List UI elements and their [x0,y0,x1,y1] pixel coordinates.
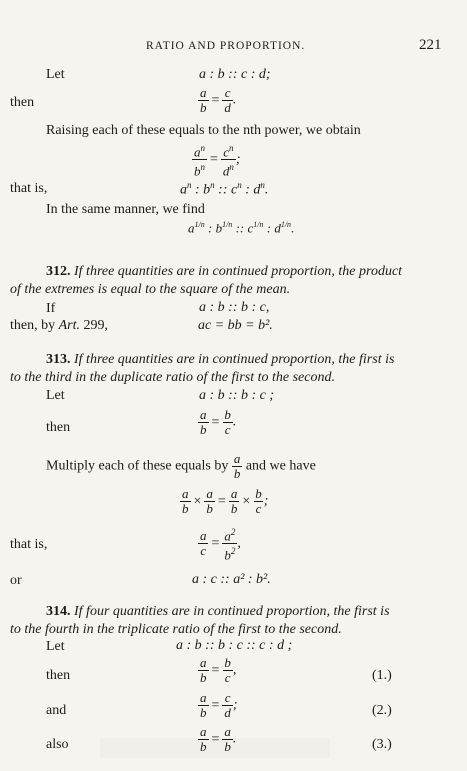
running-header: RATIO AND PROPORTION. [146,40,306,52]
equation-312a: a : b :: b : c, [199,300,270,315]
equation-label-3: (3.) [372,737,392,752]
section-314-heading: 314. If four quantities are in continued proportion, the first is [46,604,390,619]
equation-313-result: $\frac{a}{c}$ = $\frac{a^2}{b^2}$ , [200,527,241,563]
section-312-continuation: of the extremes is equal to the square of the mean. [10,282,291,297]
equation-proportion: a : b :: c : d; [199,67,271,82]
equation-313-or: a : c :: a² : b². [192,572,271,587]
equation-313-fraction: $\frac{a}{b}$ = $\frac{b}{c}$ . [200,407,237,437]
word-or: or [10,573,22,588]
word-let-314: Let [46,639,65,654]
equation-root-proportion: $a^{1/n}$ : $b^{1/n}$ :: $c^{1/n}$ : $d^{1/n}$. [188,220,295,236]
word-let-313: Let [46,388,65,403]
text-multiply: Multiply each of these equals by $\frac{a}{b}$ and we have [46,451,316,481]
word-then: then [10,95,35,110]
equation-314-2: $\frac{a}{b}$ = $\frac{c}{d}$ ; [200,690,238,720]
equation-313a: a : b :: b : c ; [199,388,275,403]
text-raising: Raising each of these equals to the nth power, we obtain [46,123,361,138]
section-314-continuation: to the fourth in the triplicate ratio of the first to the second. [10,622,342,637]
word-that-is: that is, [10,181,48,196]
equation-314a: a : b :: b : c :: c : d ; [176,638,293,653]
section-313-continuation: to the third in the duplicate ratio of the first to the second. [10,370,335,385]
equation-fraction: $\frac{a}{b}$ = $\frac{c}{d}$ . [200,85,237,115]
equation-314-1: $\frac{a}{b}$ = $\frac{b}{c}$ , [200,655,237,685]
section-313-heading: 313. If three quantities are in continued proportion, the first is [46,352,395,367]
equation-312b: ac = bb = b². [198,318,273,333]
equation-label-2: (2.) [372,703,392,718]
equation-label-1: (1.) [372,668,392,683]
equation-313-product: $\frac{a}{b}$ × $\frac{a}{b}$ = $\frac{a}{b}$ × $\frac{b}{c}$ ; [182,486,269,516]
word-and-314: and [46,703,67,718]
text-same-manner: In the same manner, we find [46,202,205,217]
page-number: 221 [419,37,442,53]
equation-power-proportion: $a^n$ : $b^n$ :: $c^n$ : $d^n$. [180,180,269,198]
word-also-314: also [46,737,69,752]
word-then-313: then [46,420,71,435]
equation-314-3: $\frac{a}{b}$ = $\frac{a}{b}$ . [200,724,237,754]
text-then-by-art: then, by Art. 299, [10,318,108,333]
word-that-is-313: that is, [10,537,48,552]
equation-power-fraction: $\frac{a^n}{b^n}$ = $\frac{c^n}{d^n}$ ; [194,143,241,179]
word-let: Let [46,67,65,82]
word-then-314: then [46,668,71,683]
word-if: If [46,301,56,316]
section-312-heading: 312. If three quantities are in continued proportion, the product [46,264,403,279]
